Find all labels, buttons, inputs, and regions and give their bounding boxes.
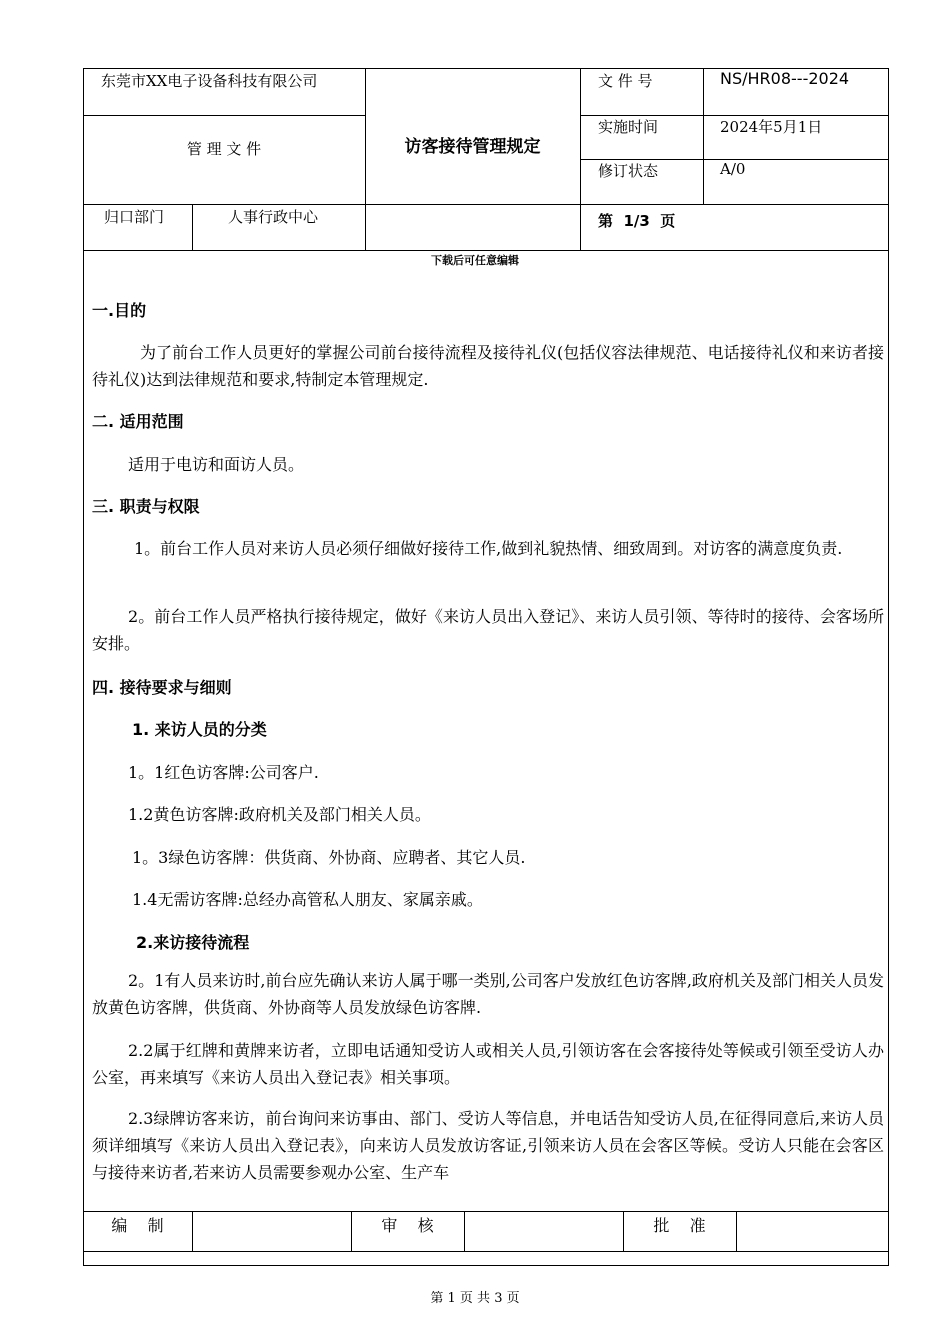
signature-divider (464, 1211, 465, 1251)
list-item: 1。3绿色访客牌：供货商、外协商、应聘者、其它人员. (132, 848, 526, 867)
section-3-item-1: 1。前台工作人员对来访人员必须仔细做好接待工作,做到礼貌热情、细致周到。对访客的满意度负责. (134, 539, 843, 558)
section-4-subtitle-2: 2.来访接待流程 (136, 933, 250, 952)
header-divider (192, 204, 193, 250)
doc-type: 管 理 文 件 (186, 140, 262, 158)
effective-date-label: 实施时间 (598, 118, 659, 136)
page-footer: 第 1 页 共 3 页 (430, 1291, 520, 1306)
signature-table-bottom (83, 1251, 889, 1252)
header-divider (83, 204, 889, 205)
header-divider (83, 115, 365, 116)
section-4-title: 四. 接待要求与细则 (92, 678, 232, 697)
header-divider (703, 68, 704, 204)
effective-date-value: 2024年5月1日 (720, 118, 823, 136)
revision-label: 修订状态 (598, 162, 659, 180)
section-2-paragraph: 适用于电访和面访人员。 (128, 455, 305, 474)
dept-label: 归口部门 (104, 208, 165, 226)
signature-table-top (83, 1211, 889, 1212)
header-bottom-border (83, 250, 889, 251)
company-name: 东莞市XX电子设备科技有限公司 (101, 72, 318, 90)
section-3-item-2: 2。前台工作人员严格执行接待规定，做好《来访人员出入登记》、来访人员引领、等待时的接待、会客场所安排。 (92, 607, 884, 653)
edit-note: 下载后可任意编辑 (431, 254, 519, 267)
dept-value: 人事行政中心 (228, 208, 319, 226)
section-4-paragraph-3: 2.3绿牌访客来访，前台询问来访事由、部门、受访人等信息，并电话告知受访人员,在征得同意后,来访人员须详细填写《来访人员出入登记表》，向来访人员发放访客证,引领来访人员在会客区等候。受访人只能在会客区与接待来访者,若来访人员需要参观办公室、生产车 (92, 1109, 884, 1182)
section-1-paragraph: 为了前台工作人员更好的掌握公司前台接待流程及接待礼仪(包括仪容法律规范、电话接待礼仪和来访者接待礼仪)达到法律规范和要求,特制定本管理规定. (92, 343, 884, 389)
signature-divider (192, 1211, 193, 1251)
doc-no-value: NS/HR08---2024 (720, 69, 850, 88)
section-2-title: 二. 适用范围 (92, 412, 184, 431)
header-divider (580, 68, 581, 250)
doc-no-label: 文 件 号 (598, 72, 653, 90)
section-1-title: 一.目的 (92, 301, 147, 320)
section-3-title: 三. 职责与权限 (92, 497, 200, 516)
doc-title: 访客接待管理规定 (404, 137, 541, 157)
list-item: 1。1红色访客牌:公司客户. (128, 763, 319, 782)
page-indicator: 第 1/3 页 (598, 212, 676, 230)
header-divider (365, 68, 366, 250)
compile-label: 编 制 (111, 1216, 164, 1235)
revision-value: A/0 (720, 160, 746, 178)
review-label: 审 核 (381, 1216, 434, 1235)
section-4-paragraph-2: 2.2属于红牌和黄牌来访者，立即电话通知受访人或相关人员,引领访客在会客接待处等候或引领至受访人办公室，再来填写《来访人员出入登记表》相关事项。 (92, 1041, 884, 1087)
approve-label: 批 准 (653, 1216, 706, 1235)
list-item: 1.2黄色访客牌:政府机关及部门相关人员。 (128, 805, 431, 824)
list-item: 1.4无需访客牌:总经办高管私人朋友、家属亲戚。 (132, 890, 483, 909)
section-4-paragraph-1: 2。1有人员来访时,前台应先确认来访人属于哪一类别,公司客户发放红色访客牌,政府机关及部门相关人员发放黄色访客牌，供货商、外协商等人员发放绿色访客牌. (92, 971, 884, 1017)
signature-divider (736, 1211, 737, 1251)
section-4-subtitle-1: 1. 来访人员的分类 (132, 720, 267, 739)
